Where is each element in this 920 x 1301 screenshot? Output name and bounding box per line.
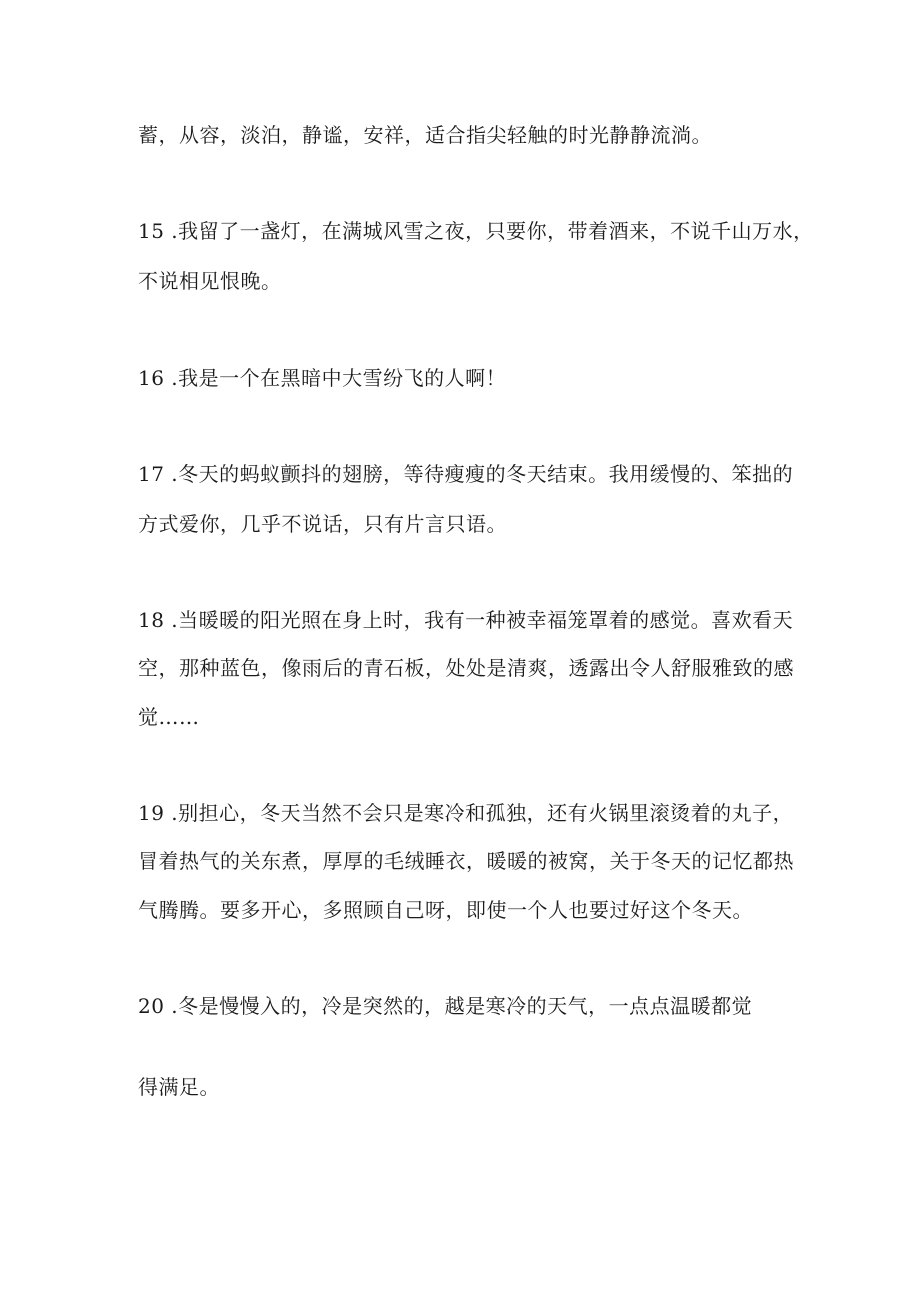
text-line: 不说相见恨晚。 (138, 269, 282, 293)
text-line: 16 .我是一个在黑暗中大雪纷飞的人啊！ (138, 366, 507, 390)
text-line: 蓄，从容，淡泊，静谧，安祥，适合指尖轻触的时光静静流淌。 (138, 123, 712, 147)
text-line: 18 .当暖暖的阳光照在身上时，我有一种被幸福笼罩着的感觉。喜欢看天 (138, 608, 794, 632)
text-line: 20 .冬是慢慢入的，冷是突然的，越是寒冷的天气，一点点温暖都觉 (138, 994, 753, 1018)
text-line: 气腾腾。要多开心，多照顾自己呀，即使一个人也要过好这个冬天。 (138, 898, 753, 922)
text-line: 方式爱你，几乎不说话，只有片言只语。 (138, 512, 507, 536)
text-line: 空，那种蓝色，像雨后的青石板，处处是清爽，透露出令人舒服雅致的感 (138, 656, 794, 680)
text-line: 17 .冬天的蚂蚁颤抖的翅膀，等待瘦瘦的冬天结束。我用缓慢的、笨拙的 (138, 462, 794, 486)
text-line: 得满足。 (138, 1075, 220, 1099)
text-line: 冒着热气的关东煮，厚厚的毛绒睡衣，暖暖的被窝，关于冬天的记忆都热 (138, 849, 794, 873)
text-line: 觉…… (138, 705, 200, 729)
text-line: 15 .我留了一盏灯，在满城风雪之夜，只要你，带着酒来，不说千山万水， (138, 219, 814, 243)
text-line: 19 .别担心，冬天当然不会只是寒冷和孤独，还有火锅里滚烫着的丸子， (138, 801, 794, 825)
